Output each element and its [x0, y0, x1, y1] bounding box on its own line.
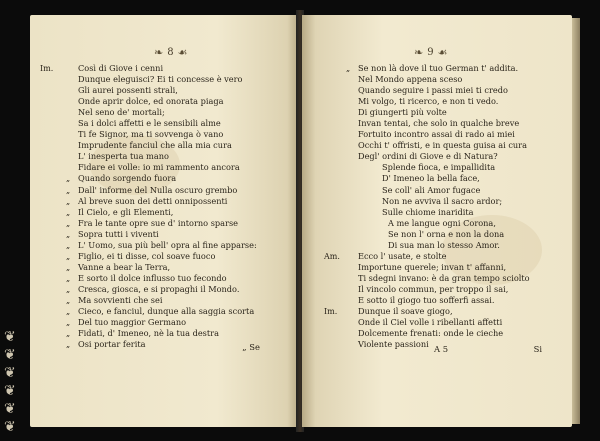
quote-mark: „ — [66, 240, 71, 250]
line-text: Onde il Ciel volle i ribellanti affetti — [358, 317, 503, 328]
verse-line — [40, 251, 296, 262]
line-text: Quando seguire i passi miei ti credo — [358, 85, 508, 96]
quote-mark — [66, 118, 78, 129]
quote-mark: „ — [66, 307, 71, 317]
quote-mark — [346, 240, 358, 251]
line-text: E sotto il giogo tuo sofferfi assai. — [358, 294, 495, 305]
verse-line — [324, 273, 570, 284]
speaker-label: Am. — [324, 251, 340, 261]
verse-line — [40, 229, 296, 240]
line-text: Del tuo maggior Germano — [78, 317, 187, 328]
verse-line — [40, 63, 296, 74]
line-text: Il Cielo, e gli Elementi, — [78, 206, 174, 217]
line-text: Non ne avviva il sacro ardor; — [382, 195, 503, 206]
verse-line — [40, 284, 296, 295]
line-text: Dunque eleguisci? Ei ti concesse è vero — [78, 74, 243, 85]
verse-line — [40, 207, 296, 218]
quote-mark: „ — [66, 207, 71, 217]
ornament-icon: ☙ — [437, 46, 449, 59]
line-text: Degl' ordini di Giove e di Natura? — [358, 151, 498, 162]
verse-line — [324, 63, 570, 74]
quote-mark — [66, 140, 78, 151]
quote-mark: „ — [66, 329, 71, 339]
verse-line — [40, 107, 296, 118]
fleuron-icon: ❦ — [4, 401, 16, 417]
line-text: Osi portar ferita — [78, 339, 146, 350]
verse-line — [324, 317, 570, 328]
quote-mark — [346, 74, 358, 85]
line-text: Vanne a bear la Terra, — [78, 261, 171, 272]
line-text: Di sua man lo stesso Amor. — [388, 239, 500, 250]
line-text: Fidare ei volle: io mi rammento ancora — [78, 162, 240, 173]
page-number-left: ❧ 8 ☙ — [154, 46, 189, 59]
quote-mark — [346, 185, 358, 196]
quote-mark — [346, 306, 358, 317]
speaker-label — [40, 140, 66, 151]
speaker-label — [324, 218, 346, 229]
speaker-label: Im. — [40, 64, 54, 73]
verse-line — [324, 96, 570, 107]
speaker-label — [40, 162, 66, 173]
line-text: Ma sovvienti che sei — [78, 294, 163, 305]
speaker-label — [324, 328, 346, 339]
quote-mark — [346, 251, 358, 262]
fleuron-icon: ❦ — [4, 419, 16, 435]
line-text: Cieco, e fanciul, dunque alla saggia scorta — [78, 306, 255, 317]
speaker-label: Im. — [324, 307, 338, 317]
quote-mark — [346, 339, 358, 350]
quote-mark: „ — [66, 295, 71, 305]
speaker-label — [40, 151, 66, 162]
speaker-label — [40, 173, 66, 184]
speaker-label — [40, 328, 66, 339]
quote-mark: „ — [66, 318, 71, 328]
quote-mark — [346, 140, 358, 151]
line-text: Invan tentai, che solo in qualche breve — [358, 118, 520, 129]
speaker-label — [324, 140, 346, 151]
quote-mark: „ — [66, 262, 71, 272]
quote-mark — [66, 129, 78, 140]
verse-line — [324, 295, 570, 306]
quote-mark: „ — [66, 251, 71, 261]
verse-line — [40, 240, 296, 251]
catchword-left: „ Se — [242, 342, 260, 352]
verse-line — [324, 185, 570, 196]
verse-line — [324, 140, 570, 151]
line-text: Dolcemente frenati: onde le cieche — [358, 328, 504, 339]
quote-mark — [346, 85, 358, 96]
speaker-label — [324, 207, 346, 218]
speaker-label — [324, 262, 346, 273]
speaker-label — [324, 196, 346, 207]
quote-mark — [346, 328, 358, 339]
line-text: Gli aurei possenti strali, — [78, 85, 178, 96]
quote-mark — [66, 85, 78, 96]
speaker-label — [40, 129, 66, 140]
speaker-label — [324, 229, 346, 240]
speaker-label — [324, 107, 346, 118]
speaker-label — [40, 96, 66, 107]
quote-mark: „ — [66, 284, 71, 294]
right-page-text — [324, 63, 570, 350]
quote-mark — [346, 118, 358, 129]
quote-mark — [66, 162, 78, 173]
line-text: Onde aprir dolce, ed onorata piaga — [78, 96, 224, 107]
speaker-label — [324, 151, 346, 162]
line-text: Splende fioca, e impallidita — [382, 162, 496, 173]
line-text: Nel seno de' mortali; — [78, 107, 165, 118]
quote-mark — [66, 151, 78, 162]
line-text: Sopra tutti i viventi — [78, 228, 159, 239]
line-text: D' Imeneo la bella face, — [382, 173, 480, 184]
quote-mark — [346, 162, 358, 173]
quote-mark — [346, 107, 358, 118]
quote-mark — [346, 273, 358, 284]
line-text: Dunque il soave giogo, — [358, 306, 453, 317]
verse-line — [324, 107, 570, 118]
speaker-label — [324, 317, 346, 328]
quote-mark: „ — [346, 64, 351, 73]
quote-mark — [346, 129, 358, 140]
line-text: L' inesperta tua mano — [78, 151, 169, 162]
speaker-label — [40, 240, 66, 251]
line-text: Se non l' orna e non la dona — [388, 228, 505, 239]
quote-mark: „ — [66, 185, 71, 195]
verse-line — [40, 129, 296, 140]
quote-mark — [346, 317, 358, 328]
fleuron-icon: ❦ — [4, 329, 16, 345]
ornament-icon: ☙ — [177, 46, 189, 59]
verse-line — [324, 328, 570, 339]
verse-line — [40, 317, 296, 328]
verse-line — [324, 262, 570, 273]
quote-mark — [66, 74, 78, 85]
verse-line — [324, 118, 570, 129]
verse-line — [40, 295, 296, 306]
line-text: Fidati, d' Imeneo, nè la tua destra — [78, 328, 219, 339]
line-text: Al breve suon dei detti onnipossenti — [78, 195, 228, 206]
quote-mark — [346, 284, 358, 295]
line-text: Cresca, giosca, e si propaghi il Mondo. — [78, 283, 240, 294]
ornament-icon: ❧ — [154, 46, 165, 59]
line-text: Ecco l' usate, e stolte — [358, 250, 447, 261]
quote-mark — [346, 262, 358, 273]
verse-line — [324, 129, 570, 140]
line-text: A me langue ogni Corona, — [388, 217, 496, 228]
quote-mark — [346, 151, 358, 162]
speaker-label — [40, 218, 66, 229]
verse-line — [40, 306, 296, 317]
speaker-label — [40, 317, 66, 328]
verse-line — [40, 74, 296, 85]
verse-line — [40, 140, 296, 151]
quote-mark — [66, 63, 78, 74]
speaker-label — [324, 74, 346, 85]
line-text: Quando sorgendo fuora — [78, 173, 177, 184]
verse-line — [324, 229, 570, 240]
signature-mark: A 5 — [434, 344, 449, 354]
line-text: Dall' informe del Nulla oscuro grembo — [78, 184, 238, 195]
line-text: Occhi t' offristi, e in questa guisa ai cura — [358, 140, 527, 151]
left-page-text — [40, 63, 296, 350]
quote-mark: „ — [66, 218, 71, 228]
verse-line — [40, 173, 296, 184]
verse-line — [40, 118, 296, 129]
verse-line — [40, 262, 296, 273]
fleuron-icon: ❦ — [4, 365, 16, 381]
speaker-label — [324, 162, 346, 173]
speaker-label — [40, 118, 66, 129]
quote-mark: „ — [66, 174, 71, 184]
page-edge — [572, 18, 580, 424]
quote-mark — [346, 173, 358, 184]
verse-line — [40, 196, 296, 207]
line-text: Importune querele; invan t' affanni, — [358, 261, 507, 272]
quote-mark: „ — [66, 273, 71, 283]
verse-line — [324, 207, 570, 218]
speaker-label — [40, 185, 66, 196]
speaker-label — [40, 251, 66, 262]
quote-mark — [346, 295, 358, 306]
quote-mark — [66, 107, 78, 118]
line-text: Se coll' ali Amor fugace — [382, 184, 481, 195]
line-text: Sa i dolci affetti e le sensibili alme — [78, 118, 221, 129]
line-text: Ti fe Signor, ma ti sovvenga ò vano — [78, 129, 224, 140]
speaker-label — [40, 295, 66, 306]
verse-line — [40, 218, 296, 229]
line-text: Violente passioni — [358, 339, 429, 350]
line-text: L' Uomo, sua più bell' opra al fine apparse: — [78, 239, 257, 250]
verse-line — [324, 173, 570, 184]
speaker-label — [324, 273, 346, 284]
line-text: Di giungerti più volte — [358, 107, 447, 118]
line-text: Fortuito incontro assai di rado ai miei — [358, 129, 515, 140]
speaker-label — [40, 107, 66, 118]
speaker-label — [324, 129, 346, 140]
speaker-label — [40, 262, 66, 273]
verse-line — [324, 284, 570, 295]
quote-mark — [346, 207, 358, 218]
verse-line — [40, 273, 296, 284]
verse-line — [324, 240, 570, 251]
speaker-label — [324, 85, 346, 96]
speaker-label — [324, 295, 346, 306]
line-text: Imprudente fanciul che alla mia cura — [78, 140, 232, 151]
speaker-label — [40, 306, 66, 317]
line-text: Ti sdegni invano: è da gran tempo sciolto — [358, 272, 530, 283]
speaker-label — [324, 173, 346, 184]
line-text: Figlio, ei ti disse, col soave fuoco — [78, 250, 216, 261]
speaker-label — [324, 339, 346, 350]
verse-line — [40, 151, 296, 162]
verse-line — [40, 328, 296, 339]
speaker-label — [40, 207, 66, 218]
right-page — [302, 15, 572, 427]
speaker-label — [40, 85, 66, 96]
line-text: Così di Giove i cenni — [78, 63, 164, 73]
line-text: Sulle chiome inaridita — [382, 206, 474, 217]
speaker-label — [40, 339, 66, 350]
catchword-right: Si — [533, 344, 542, 354]
verse-line — [324, 196, 570, 207]
line-text: Fra le tante opre sue d' intorno sparse — [78, 217, 238, 228]
quote-mark — [66, 96, 78, 107]
quote-mark — [346, 218, 358, 229]
speaker-label — [324, 63, 346, 74]
line-text: Se non là dove il tuo German t' addita. — [358, 63, 519, 73]
speaker-label — [324, 118, 346, 129]
margin-decoration — [0, 0, 30, 441]
verse-line — [324, 306, 570, 317]
line-text: Il vincolo commun, per troppo il sai, — [358, 283, 509, 294]
speaker-label — [40, 284, 66, 295]
verse-line — [324, 74, 570, 85]
speaker-label — [40, 196, 66, 207]
ornament-icon: ❧ — [414, 46, 425, 59]
verse-line — [40, 185, 296, 196]
fleuron-icon: ❦ — [4, 347, 16, 363]
speaker-label — [324, 240, 346, 251]
quote-mark: „ — [66, 229, 71, 239]
fleuron-icon: ❦ — [4, 383, 16, 399]
speaker-label — [40, 74, 66, 85]
page-number-right: ❧ 9 ☙ — [414, 46, 449, 59]
line-text: Mi volgo, ti ricerco, e non ti vedo. — [358, 96, 499, 107]
quote-mark — [346, 196, 358, 207]
line-text: Nel Mondo appena sceso — [358, 74, 463, 85]
verse-line — [324, 251, 570, 262]
quote-mark — [346, 229, 358, 240]
verse-line — [324, 151, 570, 162]
verse-line — [40, 85, 296, 96]
verse-line — [324, 85, 570, 96]
left-page — [30, 15, 298, 427]
speaker-label — [324, 284, 346, 295]
quote-mark: „ — [66, 340, 71, 350]
speaker-label — [324, 185, 346, 196]
speaker-label — [40, 229, 66, 240]
verse-line — [324, 218, 570, 229]
speaker-label — [40, 273, 66, 284]
verse-line — [40, 162, 296, 173]
speaker-label — [324, 96, 346, 107]
verse-line — [40, 96, 296, 107]
quote-mark: „ — [66, 196, 71, 206]
verse-line — [324, 162, 570, 173]
quote-mark — [346, 96, 358, 107]
line-text: E sorto il dolce influsso tuo fecondo — [78, 272, 227, 283]
